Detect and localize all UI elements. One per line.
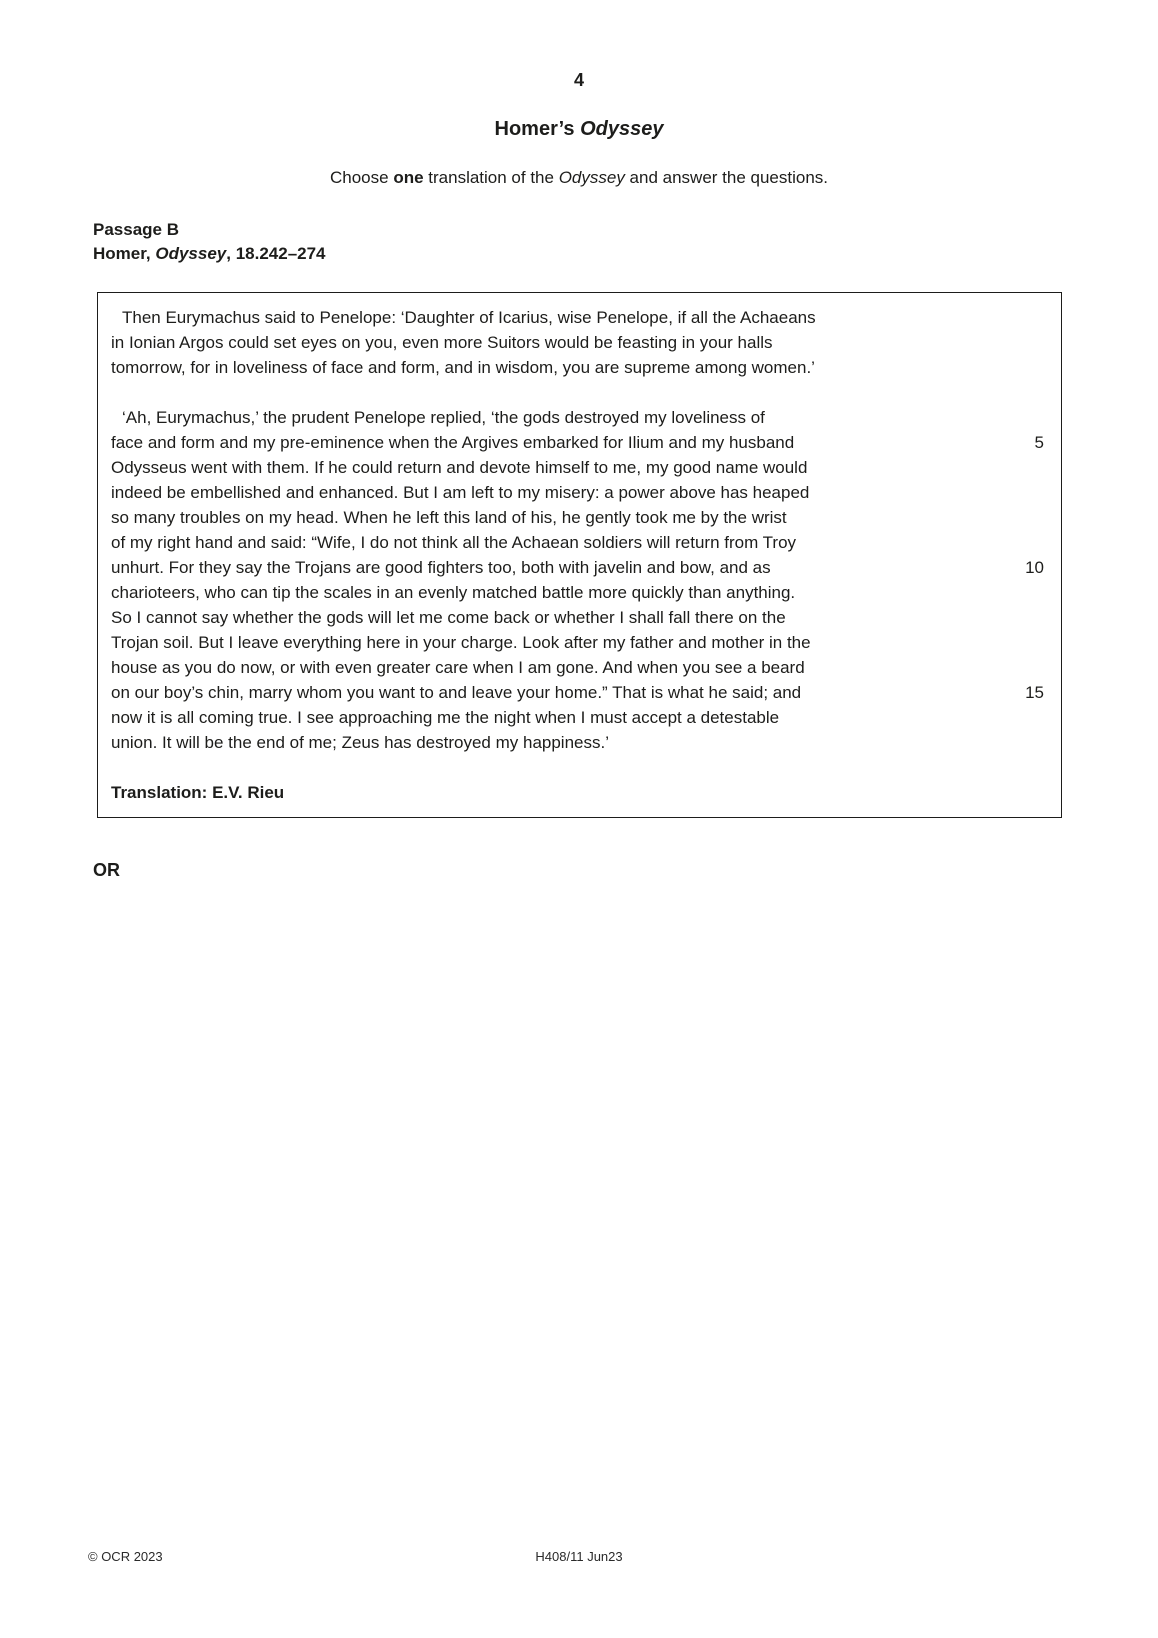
translation-credit: Translation: E.V. Rieu xyxy=(111,783,285,802)
passage-line: so many troubles on my head. When he left this land of his, he gently took me by the wrist xyxy=(111,505,1044,530)
footer-reference: H408/11 Jun23 xyxy=(535,1549,623,1564)
instruction-post: and answer the questions. xyxy=(624,168,829,187)
passage-line: on our boy’s chin, marry whom you want to and leave your home.” That is what he said; and 15 xyxy=(111,680,1044,705)
line-number xyxy=(1008,730,1044,755)
passage-line: Then Eurymachus said to Penelope: ‘Daughter of Icarius, wise Penelope, if all the Achaeans xyxy=(111,305,1044,330)
line-number xyxy=(1008,355,1044,380)
title-work-italic: Odyssey xyxy=(580,118,664,140)
citation-post: , 18.242–274 xyxy=(226,244,326,263)
line-number xyxy=(1008,605,1044,630)
title-prefix: Homer’s xyxy=(494,118,581,140)
passage-line: tomorrow, for in loveliness of face and form, and in wisdom, you are supreme among women.’ xyxy=(111,355,1044,380)
passage-line: face and form and my pre-eminence when the Argives embarked for Ilium and my husband 5 xyxy=(111,430,1044,455)
passage-line: unhurt. For they say the Trojans are good fighters too, both with javelin and bow, and as 10 xyxy=(111,555,1044,580)
passage-line: charioteers, who can tip the scales in an evenly matched battle more quickly than anything. xyxy=(111,580,1044,605)
citation-work-italic: Odyssey xyxy=(155,244,227,263)
page-number: 4 xyxy=(573,70,584,90)
passage-box xyxy=(97,292,1062,818)
passage-paragraph-1 xyxy=(111,305,1044,380)
instruction-pre: Choose xyxy=(329,168,394,187)
passage-line: now it is all coming true. I see approaching me the night when I must accept a detestable xyxy=(111,705,1044,730)
line-number xyxy=(1008,330,1044,355)
footer-copyright: © OCR 2023 xyxy=(88,1549,163,1564)
line-number: 15 xyxy=(1025,683,1044,702)
instruction-work-italic: Odyssey xyxy=(558,168,625,187)
citation-pre: Homer, xyxy=(93,244,156,263)
line-number xyxy=(1008,630,1044,655)
line-number xyxy=(1008,480,1044,505)
passage-line: ‘Ah, Eurymachus,’ the prudent Penelope replied, ‘the gods destroyed my loveliness of xyxy=(111,405,1044,430)
line-number xyxy=(1008,505,1044,530)
passage-line: union. It will be the end of me; Zeus has destroyed my happiness.’ xyxy=(111,730,1044,755)
passage-citation xyxy=(93,242,1158,266)
line-number: 5 xyxy=(1034,433,1044,452)
passage-line: house as you do now, or with even greater care when I am gone. And when you see a beard xyxy=(111,655,1044,680)
passage-line: So I cannot say whether the gods will let me come back or whether I shall fall there on the xyxy=(111,605,1044,630)
instruction-bold-one: one xyxy=(393,168,424,187)
passage-line: indeed be embellished and enhanced. But I am left to my misery: a power above has heaped xyxy=(111,480,1044,505)
passage-label: Passage B xyxy=(93,220,179,239)
or-label: OR xyxy=(93,860,120,880)
instruction-mid: translation of the xyxy=(423,168,559,187)
passage-header xyxy=(93,218,1158,266)
line-number xyxy=(1008,655,1044,680)
line-number xyxy=(1008,405,1044,430)
line-number xyxy=(1008,705,1044,730)
page-title xyxy=(0,118,1158,141)
page-footer xyxy=(0,1549,1158,1564)
passage-line: in Ionian Argos could set eyes on you, even more Suitors would be feasting in your halls xyxy=(111,330,1044,355)
line-number: 10 xyxy=(1025,558,1044,577)
passage-line: Trojan soil. But I leave everything here in your charge. Look after my father and mother in the xyxy=(111,630,1044,655)
line-number xyxy=(1008,530,1044,555)
line-number xyxy=(1008,580,1044,605)
line-number xyxy=(1008,455,1044,480)
passage-paragraph-2 xyxy=(111,405,1044,755)
line-number xyxy=(1008,305,1044,330)
passage-line: Odysseus went with them. If he could return and devote himself to me, my good name would xyxy=(111,455,1044,480)
instruction-line xyxy=(0,168,1158,188)
passage-line: of my right hand and said: “Wife, I do not think all the Achaean soldiers will return from Troy xyxy=(111,530,1044,555)
